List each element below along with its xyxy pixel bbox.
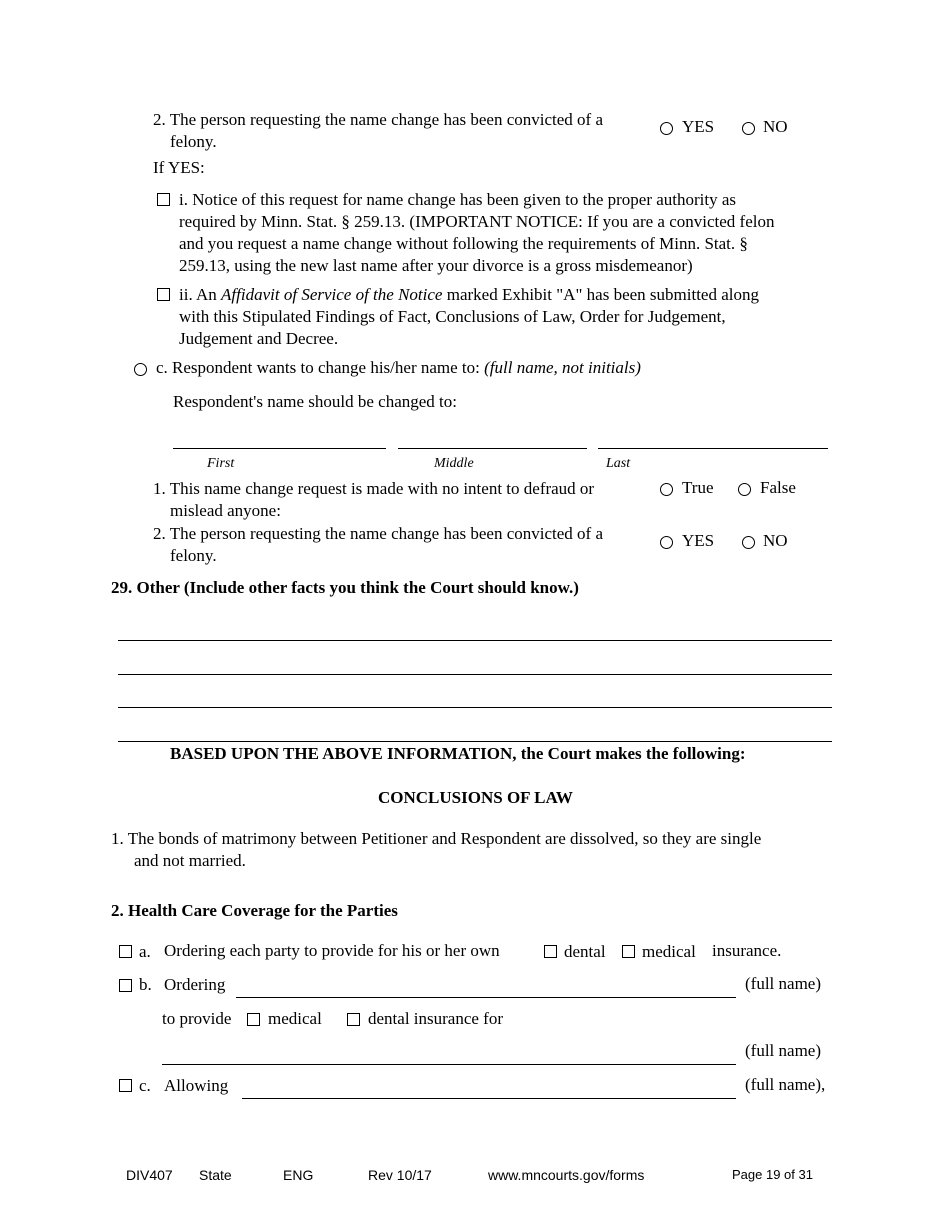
- if-yes-label: If YES:: [153, 158, 205, 177]
- health-b-checkbox[interactable]: [119, 979, 132, 992]
- notice-ii-line3: Judgement and Decree.: [179, 329, 339, 348]
- health-care-heading: 2. Health Care Coverage for the Parties: [111, 901, 398, 920]
- other-facts-line-3[interactable]: [118, 707, 832, 708]
- notice-ii-line1: [179, 284, 759, 306]
- notice-i-checkbox[interactable]: [157, 193, 170, 206]
- other-facts-line-1[interactable]: [118, 640, 832, 641]
- footer-page-number: Page 19 of 31: [732, 1167, 813, 1182]
- last-name-field[interactable]: [598, 448, 828, 449]
- last-name-caption: Last: [606, 456, 631, 471]
- felony-1-no-radio[interactable]: [742, 122, 755, 135]
- other-facts-line-2[interactable]: [118, 674, 832, 675]
- health-c-allowing: Allowing: [164, 1076, 229, 1095]
- health-a-checkbox[interactable]: [119, 945, 132, 958]
- health-b-dental-for-label: dental insurance for: [368, 1009, 503, 1028]
- health-a-label: a.: [139, 942, 151, 961]
- health-b-full-name-label-2: (full name): [745, 1041, 821, 1060]
- felony-2-no-radio[interactable]: [742, 536, 755, 549]
- footer-url[interactable]: www.mncourts.gov/forms: [488, 1167, 645, 1183]
- health-b-name-field[interactable]: [236, 997, 736, 998]
- notice-i-line1: i. Notice of this request for name change has been given to the proper authority as: [179, 190, 737, 209]
- intent-question-line2: mislead anyone:: [170, 501, 281, 520]
- conclusion-1-line2: and not married.: [134, 851, 246, 870]
- health-a-insurance-label: insurance.: [712, 941, 782, 960]
- felony-2-yes-label: YES: [682, 531, 715, 550]
- middle-name-field[interactable]: [398, 448, 587, 449]
- health-b-to-provide: to provide: [162, 1009, 232, 1028]
- notice-ii-checkbox[interactable]: [157, 288, 170, 301]
- felony-2-yes-radio[interactable]: [660, 536, 673, 549]
- first-name-field[interactable]: [173, 448, 386, 449]
- health-c-checkbox[interactable]: [119, 1079, 132, 1092]
- health-c-name-field[interactable]: [242, 1098, 736, 1099]
- intent-false-radio[interactable]: [738, 483, 751, 496]
- intent-true-label: True: [682, 478, 714, 497]
- notice-i-line4: 259.13, using the new last name after your divorce is a gross misdemeanor): [179, 256, 693, 275]
- name-should-be-label: Respondent's name should be changed to:: [173, 392, 457, 411]
- health-a-medical-label: medical: [642, 942, 696, 961]
- middle-name-caption: Middle: [434, 456, 474, 471]
- felony-1-no-label: NO: [763, 117, 788, 136]
- felony-question-1-line2: felony.: [170, 132, 217, 151]
- option-c-italic: (full name, not initials): [484, 358, 641, 377]
- felony-question-2-line2: felony.: [170, 546, 217, 565]
- health-b-full-name-label: (full name): [745, 974, 821, 993]
- section-29-heading: 29. Other (Include other facts you think the Court should know.): [111, 578, 579, 597]
- intent-true-radio[interactable]: [660, 483, 673, 496]
- health-b-dental-checkbox[interactable]: [347, 1013, 360, 1026]
- notice-ii-line2: with this Stipulated Findings of Fact, Conclusions of Law, Order for Judgement,: [179, 307, 726, 326]
- health-a-dental-label: dental: [564, 942, 606, 961]
- health-c-label: c.: [139, 1076, 151, 1095]
- notice-i-line3: and you request a name change without following the requirements of Minn. Stat. §: [179, 234, 748, 253]
- conclusion-1-line1: 1. The bonds of matrimony between Petitioner and Respondent are dissolved, so they are single: [111, 829, 762, 848]
- notice-ii-italic: Affidavit of Service of the Notice: [221, 285, 443, 304]
- health-b-medical-checkbox[interactable]: [247, 1013, 260, 1026]
- felony-2-no-label: NO: [763, 531, 788, 550]
- notice-i-line2: required by Minn. Stat. § 259.13. (IMPORTANT NOTICE: If you are a convicted felon: [179, 212, 775, 231]
- health-c-full-name-label: (full name),: [745, 1075, 826, 1094]
- felony-1-yes-label: YES: [682, 117, 715, 136]
- option-c-text: c. Respondent wants to change his/her name to:: [156, 358, 485, 377]
- conclusions-heading: CONCLUSIONS OF LAW: [378, 788, 573, 807]
- notice-ii-prefix: ii. An: [179, 285, 222, 304]
- first-name-caption: First: [207, 456, 235, 471]
- footer-revision: Rev 10/17: [368, 1167, 432, 1183]
- option-c-radio[interactable]: [134, 363, 147, 376]
- option-c-label: [156, 357, 641, 379]
- health-b-label: b.: [139, 975, 152, 994]
- health-a-dental-checkbox[interactable]: [544, 945, 557, 958]
- intent-question-line1: 1. This name change request is made with no intent to defraud or: [153, 479, 595, 498]
- felony-question-2-line1: 2. The person requesting the name change has been convicted of a: [153, 524, 604, 543]
- felony-1-yes-radio[interactable]: [660, 122, 673, 135]
- health-a-text: Ordering each party to provide for his or her own: [164, 941, 500, 960]
- health-b-ordering: Ordering: [164, 975, 226, 994]
- intent-false-label: False: [760, 478, 796, 497]
- health-b-medical-label: medical: [268, 1009, 322, 1028]
- felony-question-1-line1: 2. The person requesting the name change has been convicted of a: [153, 110, 604, 129]
- footer-state: State: [199, 1167, 232, 1183]
- based-upon-heading: BASED UPON THE ABOVE INFORMATION, the Court makes the following:: [170, 744, 746, 763]
- footer-lang: ENG: [283, 1167, 314, 1183]
- health-a-medical-checkbox[interactable]: [622, 945, 635, 958]
- other-facts-line-4[interactable]: [118, 741, 832, 742]
- notice-ii-suffix: marked Exhibit "A" has been submitted along: [442, 285, 759, 304]
- health-b-beneficiary-field[interactable]: [162, 1064, 736, 1065]
- footer-form-id: DIV407: [126, 1167, 173, 1183]
